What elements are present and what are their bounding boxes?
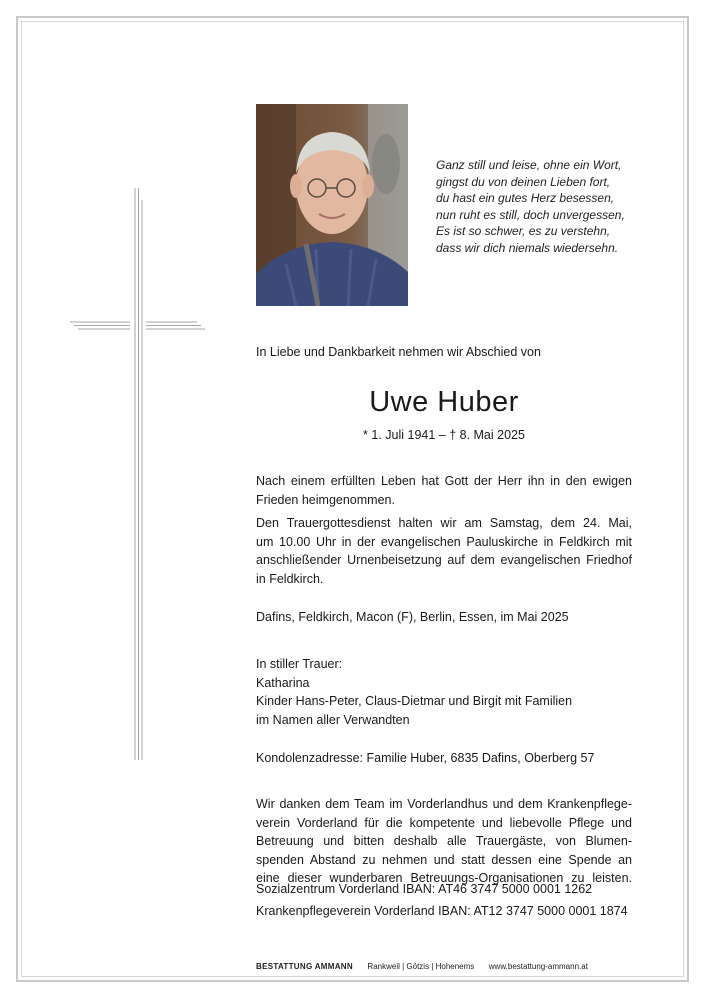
paragraph-passing [256,472,632,509]
mourners-line: In stiller Trauer: [256,657,343,671]
paragraph-line: Frieden heimgenommen. [256,492,395,507]
footer-website[interactable]: www.bestattung-ammann.at [488,962,588,971]
paragraph-service [256,514,632,588]
bank-iban: AT12 3747 5000 0001 1874 [473,904,628,918]
paragraph-line: spenden Abstand zu nehmen und statt dessen eine Spende an [256,852,632,867]
condolence-address: Kondolenzadresse: Familie Huber, 6835 Dafins, Oberberg 57 [256,751,595,765]
paragraph-line: verein Vorderland für die kompetente und liebevolle Pflege und [256,815,632,830]
places-date: Dafins, Feldkirch, Macon (F), Berlin, Essen, im Mai 2025 [256,610,569,624]
footer-locations: Rankweil | Götzis | Hohenems [367,962,475,971]
paragraph-line: Wir danken dem Team im Vorderlandhus und dem Krankenpflege- [256,797,632,811]
poem-line: nun ruht es still, doch unvergessen, [436,207,625,222]
bank-iban: AT46 3747 5000 0001 1262 [438,882,593,896]
paragraph-line: anschließender Urnenbeisetzung auf dem evangelischen Friedhof [256,553,632,567]
footer-brand-name: AMMANN [314,962,353,971]
mourners-list [256,655,572,729]
bank-label: Sozialzentrum Vorderland IBAN: [256,882,436,896]
paragraph-line: Den Trauergottesdienst halten wir am Samstag, dem 24. Mai, [256,516,632,530]
mourners-line: Kinder Hans-Peter, Claus-Dietmar und Birgit mit Familien [256,694,573,708]
poem-line: Es ist so schwer, es zu verstehn, [436,224,611,238]
bank-account-row [256,902,632,921]
mourners-line: Katharina [256,675,310,690]
poem-line: gingst du von deinen Lieben fort, [436,174,611,189]
footer-brand-prefix: BESTATTUNG [256,962,315,971]
paragraph-line: eine dieser wunderbaren Betreuungs-Organisationen zu leisten. [256,871,632,885]
mourners-line: im Namen aller Verwandten [256,712,410,727]
poem-line: Ganz still und leise, ohne ein Wort, [436,158,622,172]
portrait-photo [256,104,408,306]
deceased-name: Uwe Huber [369,386,519,418]
paragraph-line: um 10.00 Uhr in der evangelischen Pauluskirche in Feldkirch mit [256,534,632,549]
bank-account-row [256,880,632,899]
paragraph-line: Betreuung und bitten deshalb alle Trauergäste, von Blumen- [256,834,632,848]
intro-text: In Liebe und Dankbarkeit nehmen wir Abschied von [256,345,541,359]
bank-label: Krankenpflegeverein Vorderland IBAN: [256,904,471,918]
life-dates: * 1. Juli 1941 – † 8. Mai 2025 [363,428,525,442]
poem [436,157,656,256]
paragraph-thanks [256,795,632,888]
paragraph-line: in Feldkirch. [256,571,324,586]
poem-line: dass wir dich niemals wiedersehn. [436,240,619,255]
poem-line: du hast ein gutes Herz besessen, [436,191,615,205]
footer [256,962,588,971]
paragraph-line: Nach einem erfüllten Leben hat Gott der Herr ihn in den ewigen [256,474,632,488]
